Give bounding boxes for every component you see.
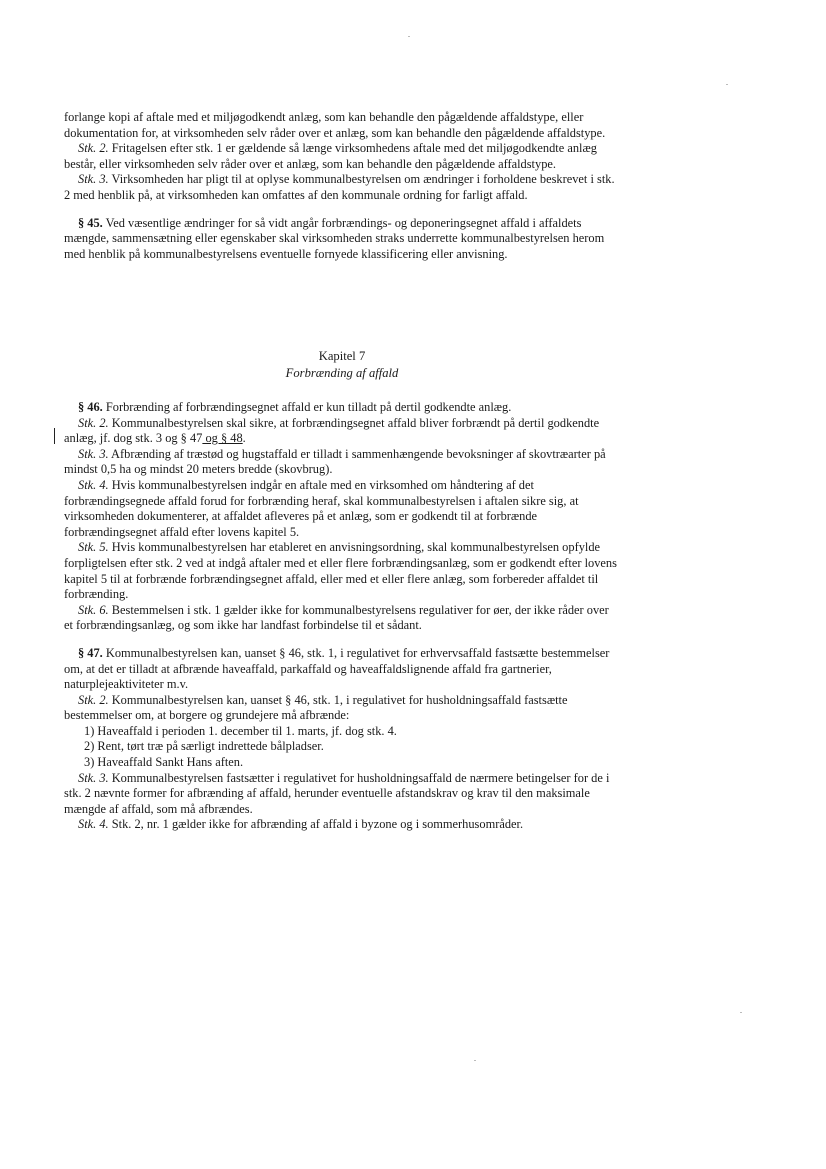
list-item: 1) Haveaffald i perioden 1. december til 1. marts, jf. dog stk. 4. (84, 723, 397, 738)
scan-speck (474, 1060, 476, 1061)
paragraph-stk3 (64, 172, 620, 203)
chapter-heading (64, 348, 620, 382)
paragraph-45 (64, 216, 620, 263)
stk-label: Stk. 2. (78, 415, 109, 430)
paragraph-47-stk3 (64, 771, 620, 818)
paragraph-46-stk2 (64, 416, 620, 447)
stk-text-end: . (242, 431, 246, 446)
paragraph-46-stk3 (64, 447, 620, 478)
section-number: § 46. (78, 400, 103, 414)
stk-text: Stk. 2, nr. 1 gælder ikke for afbrænding af affald i byzone og i sommerhusområder. (108, 817, 524, 832)
paragraph-continuation (64, 110, 620, 141)
stk-text: Afbrænding af træstød og hugstaffald er tilladt i sammenhængende bevoksninger af skovtræarter på mindst 0,5 ha og mindst 20 meters bredde (skovbrug). (64, 446, 606, 477)
stk-label: Stk. 2. (78, 692, 109, 707)
stk-label: Stk. 4. (78, 477, 109, 492)
section-text: Kommunalbestyrelsen kan, uanset § 46, stk. 1, i regulativet for erhvervsaffald fastsætte bestemmelser om, at det er tilladt at afbrænde haveaffald, parkaffald og haveaffaldslignende affald fra gartnerier, naturplejeaktiviteter m.v. (64, 645, 610, 692)
text-block-top (64, 110, 620, 262)
stk-text: Hvis kommunalbestyrelsen har etableret en anvisningsordning, skal kommunalbestyrelsen opfylde forpligtelsen efter stk. 2 ved at indgå aftaler med et eller flere forbrændingsanlæg, som er godkendt efter lovens kapitel 5 til at forbrænde forbrændingsegnet affald, eller med et eller flere anlæg, som forbereder affaldet til forbrænding. (64, 540, 617, 602)
stk-label: Stk. 6. (78, 602, 109, 617)
paragraph-47-stk2 (64, 693, 620, 724)
paragraph-46-stk6 (64, 603, 620, 634)
stk-text: Kommunalbestyrelsen skal sikre, at forbrændingsegnet affald bliver forbrændt på dertil godkendte anlæg, jf. dog stk. 3 og § 47 (64, 415, 600, 446)
paragraph-47-stk4 (64, 817, 620, 833)
stk-text: Kommunalbestyrelsen fastsætter i regulativet for husholdningsaffald de nærmere betingelser for de i stk. 2 nævnte former for afbrænding af affald, herunder eventuelle afstandskrav og krav til den maksimale mængde af affald, som må afbrændes. (64, 770, 610, 816)
paragraph-46-stk4 (64, 478, 620, 540)
stk-label: Stk. 3. (78, 770, 109, 785)
stk-label: Stk. 3. (78, 446, 109, 461)
chapter-title: Forbrænding af affald (285, 366, 399, 380)
stk-text: Bestemmelsen i stk. 1 gælder ikke for kommunalbestyrelsens regulativer for øer, der ikke råder over et forbrændingsanlæg, og som ikke har landfast forbindelse til et sådant. (64, 602, 609, 633)
chapter-label: Kapitel 7 (318, 349, 366, 363)
section-number: § 45. (78, 215, 103, 230)
paragraph-stk2 (64, 141, 620, 172)
list-item: 3) Haveaffald Sankt Hans aften. (84, 755, 244, 770)
stk-text: Kommunalbestyrelsen kan, uanset § 46, stk. 1, i regulativet for husholdningsaffald fastsætte bestemmelser om, at borgere og grundejere må afbrænde: (64, 692, 568, 723)
stk-label: Stk. 4. (78, 817, 109, 832)
stk-text: Virksomheden har pligt til at oplyse kommunalbestyrelsen om ændringer i forholdene beskrevet i stk. 2 med henblik på, at virksomheden kan omfattes af den kommunale ordning for farligt affald. (64, 172, 615, 202)
section-text: Ved væsentlige ændringer for så vidt angår forbrændings- og deponeringsegnet affald i affaldets mængde, sammensætning eller egenskaber skal virksomheden straks underrette kommunalbestyrelsen herom med henblik på kommunalbestyrelsens eventuelle fornyede klassificering eller anvisning. (64, 215, 605, 261)
scan-speck (726, 84, 728, 85)
stk-label: Stk. 3. (78, 172, 109, 187)
stk-text: Fritagelsen efter stk. 1 er gældende så længe virksomhedens aftale med det miljøgodkendte anlæg består, eller virksomheden selv råder over et anlæg, som kan behandle den pågældende affaldstype. (64, 141, 597, 171)
paragraph-46-stk5 (64, 540, 620, 602)
stk-label: Stk. 5. (78, 540, 109, 555)
revision-change-bar (54, 428, 55, 444)
paragraph-47 (64, 646, 620, 693)
scan-speck (408, 36, 410, 37)
amended-text: og § 48 (202, 431, 243, 446)
list-item: 2) Rent, tørt træ på særligt indrettede bålpladser. (84, 739, 324, 754)
stk-text: Hvis kommunalbestyrelsen indgår en aftale med en virksomhed om håndtering af det forbrændingsegnede affald forud for forbrænding heraf, skal kommunalbestyrelsen i aftalen sikre sig, at virksomheden dokumenterer, at affaldet afleveres på et anlæg, som er godkendt til at forbrænde forbrændingsegnet affald efter lovens kapitel 5. (64, 477, 579, 539)
text-block-main (64, 400, 620, 833)
stk-label: Stk. 2. (78, 141, 109, 156)
continuation-text: forlange kopi af aftale med et miljøgodkendt anlæg, som kan behandle den pågældende affaldstype, eller dokumentation for, at virksomheden selv råder over et anlæg, som kan behandle den pågældende affaldstype. (64, 110, 606, 140)
scan-speck (740, 1012, 742, 1013)
section-text: Forbrænding af forbrændingsegnet affald er kun tilladt på dertil godkendte anlæg. (102, 400, 512, 414)
section-number: § 47. (78, 645, 103, 660)
paragraph-46 (64, 400, 620, 416)
